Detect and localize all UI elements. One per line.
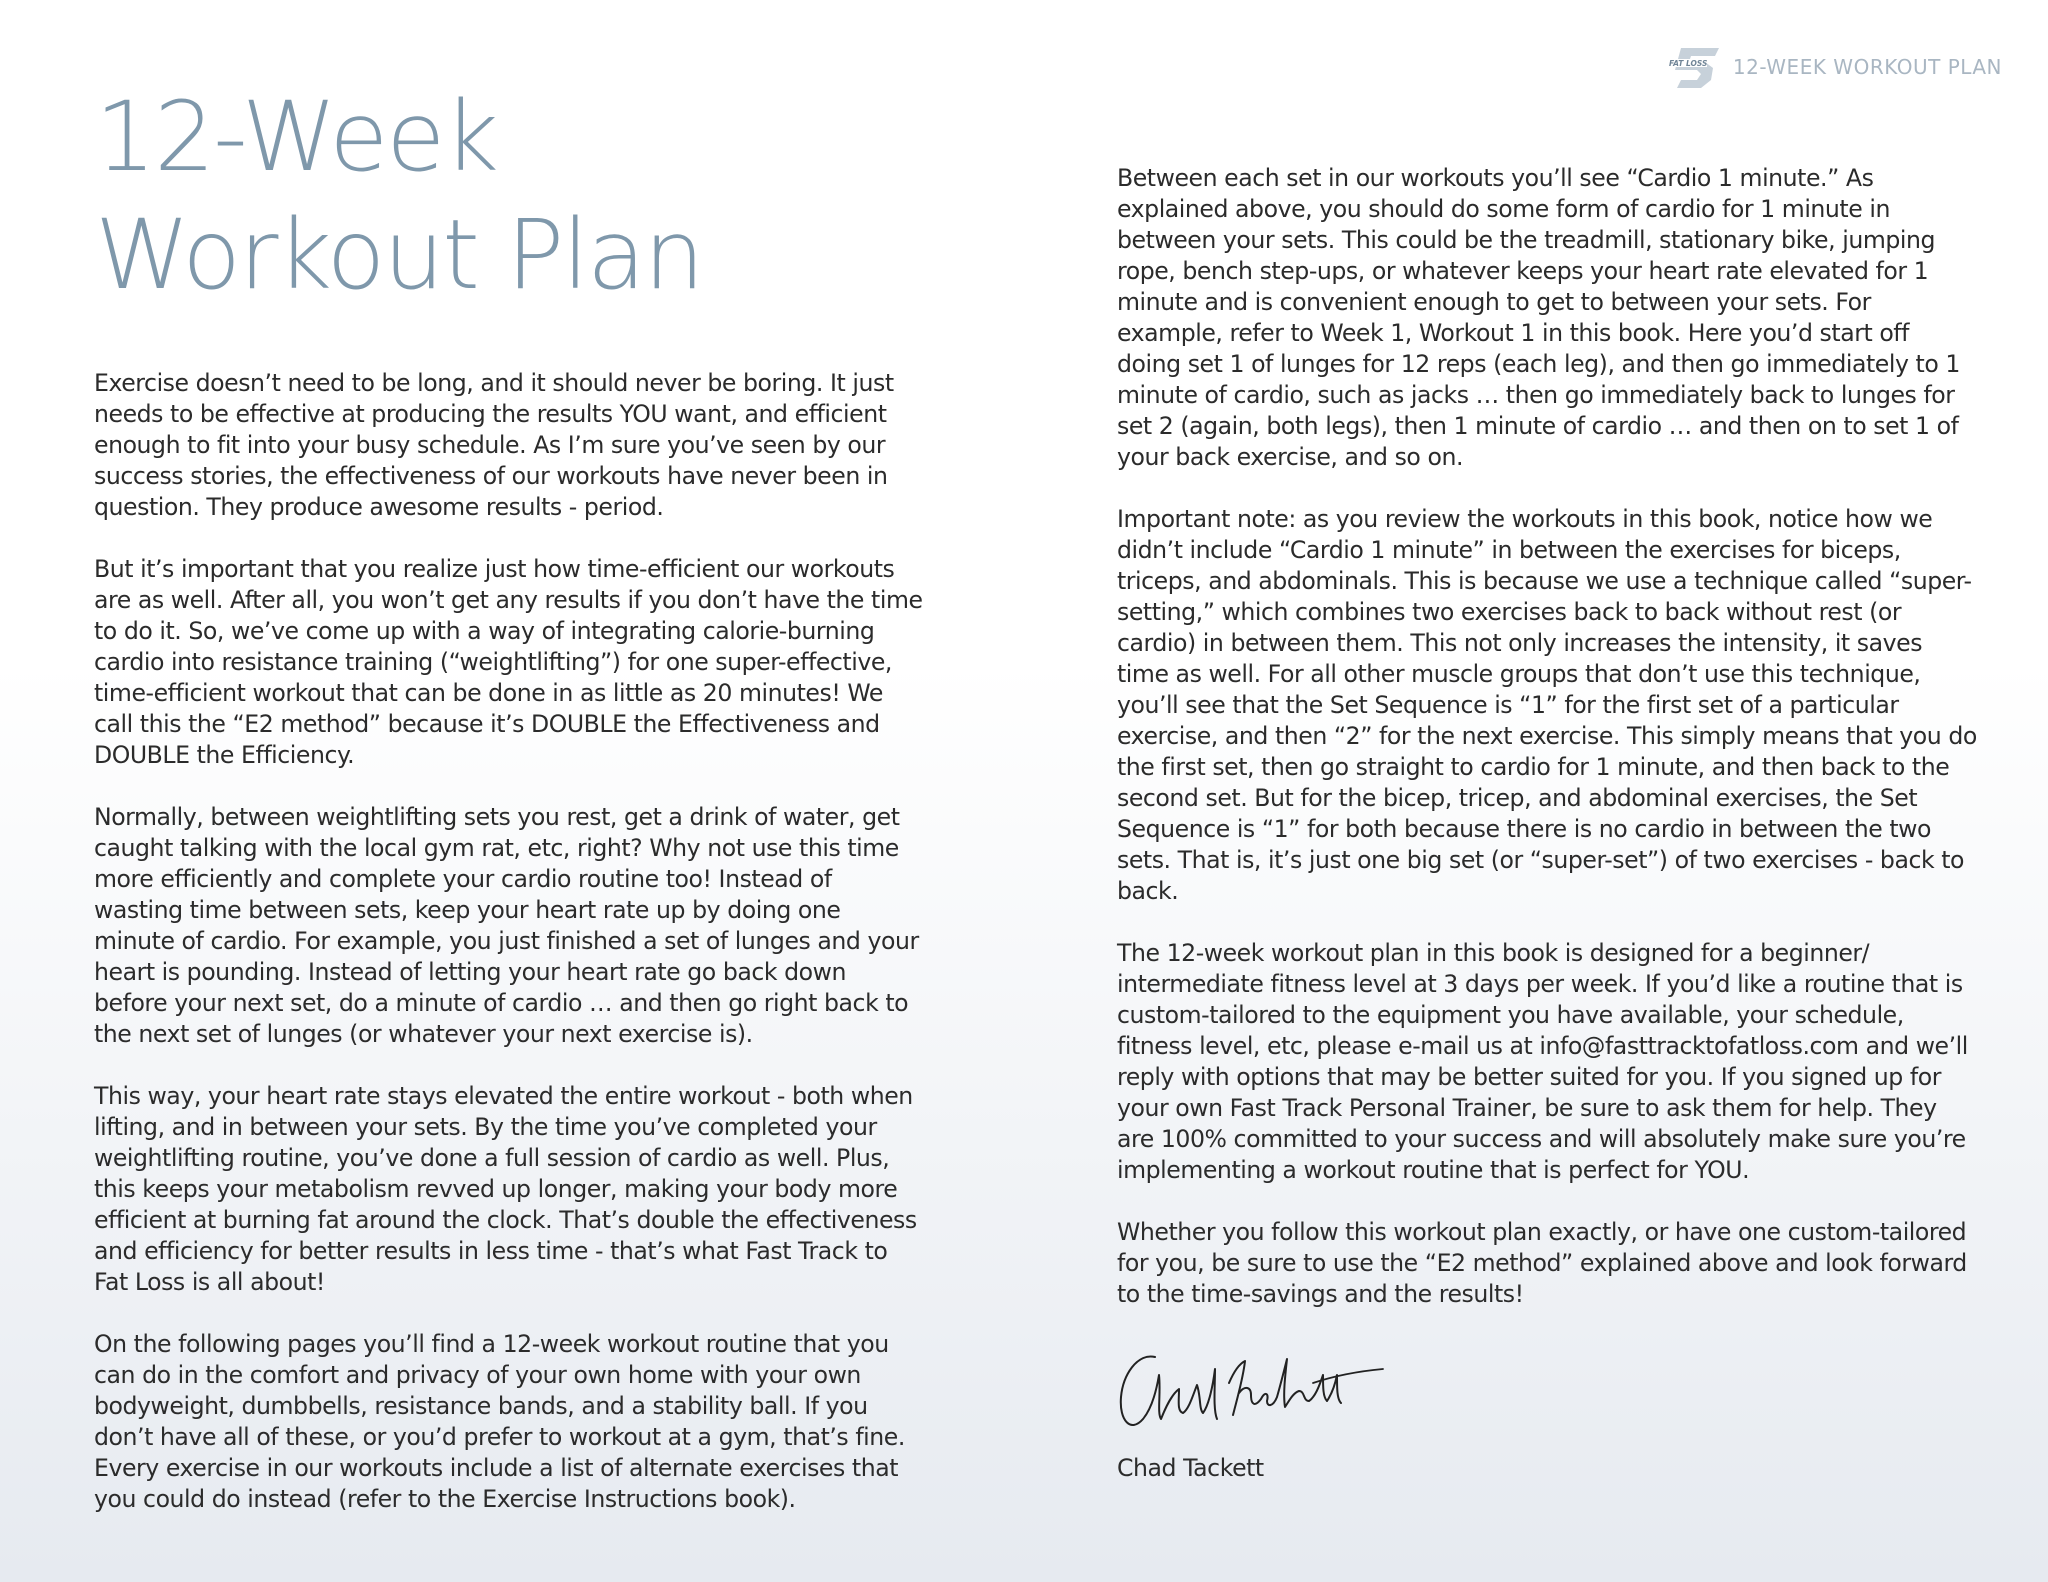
header-title: 12-WEEK WORKOUT PLAN [1732, 55, 2002, 79]
page-header [1667, 44, 2002, 90]
paragraph: But it’s important that you realize just how time-efficient our workouts are as well. After all, you won’t get any results if you don’t have the time to do it. So, we’ve come up with a way of integrating calorie-burning cardio into resistance training (“weightlifting”) for one super-effective, time-efficient workout that can be done in as little as 20 minutes! We call this the “E2 method” because it’s DOUBLE the Effectiveness and DOUBLE the Efficiency. [94, 555, 923, 769]
paragraph: This way, your heart rate stays elevated the entire workout - both when lifting, and in between your sets. By the time you’ve completed your weightlifting routine, you’ve done a full session of cardio as well. Plus, this keeps your metabolism revved up longer, making your body more efficient at burning fat around the clock. That’s double the effectiveness and efficiency for better results in less time - that’s what Fast Track to Fat Loss is all about! [94, 1082, 917, 1296]
paragraph: Important note: as you review the workouts in this book, notice how we didn’t include “Cardio 1 minute” in between the exercises for biceps, triceps, and abdominals. This is because we use a technique called “super-setting,” which combines two exercises back to back without rest (or cardio) in between them. This not only increases the intensity, it saves time as well. For all other muscle groups that don’t use this technique, you’ll see that the Set Sequence is “1” for the first set of a particular exercise, and then “2” for the next exercise. This simply means that you do the first set, then go straight to cardio for 1 minute, and then back to the second set. But for the bicep, tricep, and abdominal exercises, the Set Sequence is “1” for both because there is no cardio in between the two sets. That is, it’s just one big set (or “super-set”) of two exercises - back to back. [1117, 505, 1977, 905]
paragraph: On the following pages you’ll find a 12-week workout routine that you can do in the comfort and privacy of your own home with your own bodyweight, dumbbells, resistance bands, and a stability ball. If you don’t have all of these, or you’d prefer to workout at a gym, that’s fine. Every exercise in our workouts include a list of alternate exercises that you could do instead (refer to the Exercise Instructions book). [94, 1330, 905, 1513]
paragraph: The 12-week workout plan in this book is designed for a beginner/ intermediate fitness level at 3 days per week. If you’d like a routine that is custom-tailored to the equipment you have available, your schedule, fitness level, etc, please e-mail us at info@fasttracktofatloss.com and we’ll reply with options that may be better suited for you. If you signed up for your own Fast Track Personal Trainer, be sure to ask them for help. They are 100% committed to your success and will absolutely make sure you’re implementing a workout routine that is perfect for YOU. [1117, 939, 1968, 1184]
signature-image [1117, 1335, 1387, 1445]
right-column [1117, 163, 1979, 1484]
page-title-line-2: Workout Plan [95, 199, 703, 311]
left-column [94, 368, 924, 1546]
paragraph: Exercise doesn’t need to be long, and it should never be boring. It just needs to be effective at producing the results YOU want, and efficient enough to fit into your busy schedule. As I’m sure you’ve seen by our success stories, the effectiveness of our workouts have never been in question. They produce awesome results - period. [94, 369, 894, 521]
svg-text:5: 5 [1710, 81, 1715, 88]
signer-name: Chad Tackett [1117, 1454, 1264, 1482]
paragraph: Normally, between weightlifting sets you rest, get a drink of water, get caught talking with the local gym rat, etc, right? Why not use this time more efficiently and complete your cardio routine too! Instead of wasting time between sets, keep your heart rate up by doing one minute of cardio. For example, you just finished a set of lunges and your heart is pounding. Instead of letting your heart rate go back down before your next set, do a minute of cardio … and then go right back to the next set of lunges (or whatever your next exercise is). [94, 803, 919, 1048]
paragraph: Whether you follow this workout plan exactly, or have one custom-tailored for you, be sure to use the “E2 method” explained above and look forward to the time-savings and the results! [1117, 1218, 1967, 1308]
page-title [95, 78, 703, 314]
svg-text:FAT LOSS: FAT LOSS [1668, 59, 1708, 68]
fat-loss-logo [1667, 44, 1723, 90]
page-title-line-1: 12-Week [95, 81, 497, 193]
paragraph: Between each set in our workouts you’ll see “Cardio 1 minute.” As explained above, you should do some form of cardio for 1 minute in between your sets. This could be the treadmill, stationary bike, jumping rope, bench step-ups, or whatever keeps your heart rate elevated for 1 minute and is convenient enough to get to between your sets. For example, refer to Week 1, Workout 1 in this book. Here you’d start off doing set 1 of lunges for 12 reps (each leg), and then go immediately to 1 minute of cardio, such as jacks … then go immediately back to lunges for set 2 (again, both legs), then 1 minute of cardio … and then on to set 1 of your back exercise, and so on. [1117, 164, 1960, 471]
